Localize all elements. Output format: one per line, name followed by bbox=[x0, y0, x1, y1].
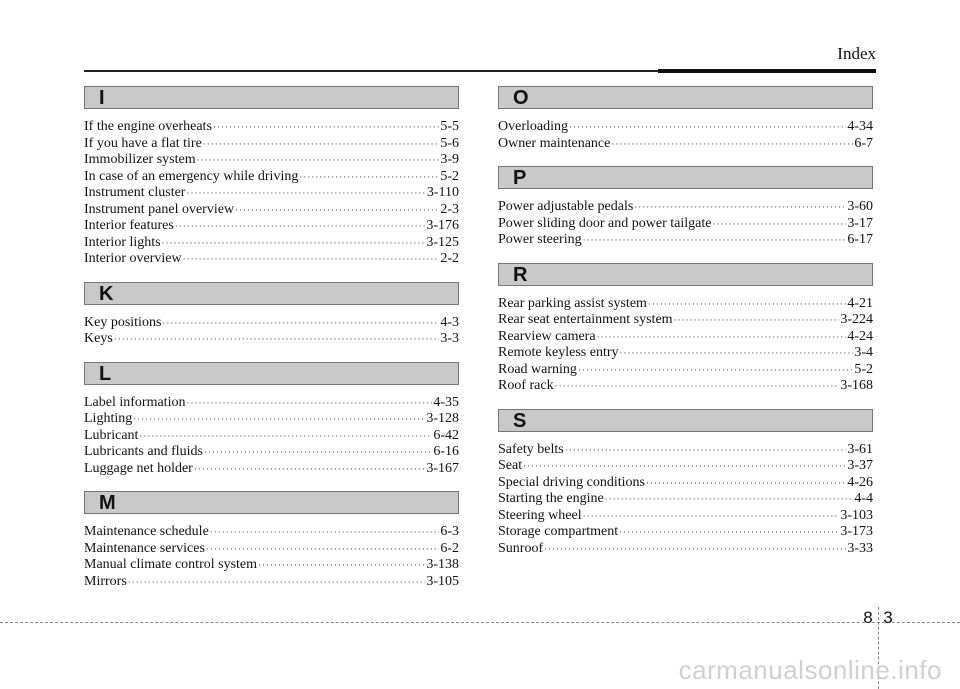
index-entry[interactable] bbox=[84, 136, 459, 153]
index-term: Power steering bbox=[498, 232, 582, 247]
index-term: Owner maintenance bbox=[498, 135, 611, 151]
index-list-p bbox=[498, 199, 873, 249]
section-header-i: I bbox=[84, 86, 459, 109]
index-term: Mirrors bbox=[84, 573, 127, 589]
index-term: Manual climate control system bbox=[84, 557, 258, 572]
index-page-ref: 6-7 bbox=[854, 135, 873, 151]
index-term: Maintenance schedule bbox=[84, 524, 209, 539]
dot-leader bbox=[569, 119, 846, 136]
dot-leader bbox=[197, 152, 440, 169]
index-entry[interactable] bbox=[84, 119, 459, 136]
section-header-s: S bbox=[498, 409, 873, 432]
index-list-r bbox=[498, 296, 873, 395]
index-term: Lubricants and fluids bbox=[84, 444, 203, 459]
index-entry[interactable] bbox=[84, 218, 459, 235]
index-entry[interactable] bbox=[84, 541, 459, 558]
index-page-ref: 3-37 bbox=[847, 458, 873, 473]
index-entry[interactable] bbox=[498, 475, 873, 492]
index-term: Roof rack bbox=[498, 378, 554, 393]
page-index: 3 bbox=[883, 608, 893, 627]
index-term: Instrument panel overview bbox=[84, 201, 235, 217]
index-page-ref: 5-2 bbox=[854, 361, 873, 377]
dot-leader bbox=[648, 296, 846, 313]
index-page-ref: 6-16 bbox=[433, 444, 459, 459]
index-page-ref: 4-26 bbox=[847, 474, 873, 490]
dot-leader bbox=[634, 199, 846, 216]
dot-leader bbox=[299, 169, 439, 186]
dot-leader bbox=[646, 475, 846, 492]
dot-leader bbox=[555, 378, 840, 395]
dot-leader bbox=[235, 202, 439, 219]
index-page-ref: 4-24 bbox=[847, 328, 873, 344]
index-entry[interactable] bbox=[84, 444, 459, 461]
page-number bbox=[858, 608, 898, 628]
dot-leader bbox=[203, 136, 440, 153]
index-term: Steering wheel bbox=[498, 507, 582, 523]
index-page-ref: 3-168 bbox=[840, 378, 873, 393]
index-page-ref: 3-60 bbox=[847, 199, 873, 214]
index-term: Seat bbox=[498, 458, 523, 473]
index-entry[interactable] bbox=[498, 136, 873, 153]
index-term: Key positions bbox=[84, 314, 162, 330]
dot-leader bbox=[194, 461, 425, 478]
index-term: Interior lights bbox=[84, 234, 161, 250]
index-entry[interactable] bbox=[84, 411, 459, 428]
section-header-r: R bbox=[498, 263, 873, 286]
index-term: Safety belts bbox=[498, 441, 564, 457]
index-term: Special driving conditions bbox=[498, 474, 645, 490]
index-entry[interactable] bbox=[498, 524, 873, 541]
index-entry[interactable] bbox=[84, 524, 459, 541]
chapter-number: 8 bbox=[863, 608, 873, 627]
index-list-k bbox=[84, 315, 459, 348]
index-page-ref: 4-3 bbox=[440, 314, 459, 330]
dot-leader bbox=[139, 428, 432, 445]
index-term: Power sliding door and power tailgate bbox=[498, 215, 712, 231]
index-page-ref: 3-167 bbox=[426, 460, 459, 476]
dot-leader bbox=[133, 411, 425, 428]
index-term: Interior overview bbox=[84, 251, 182, 266]
index-entry[interactable] bbox=[84, 152, 459, 169]
dot-leader bbox=[605, 491, 854, 508]
index-entry[interactable] bbox=[498, 199, 873, 216]
index-page-ref: 3-110 bbox=[426, 185, 459, 200]
index-page-ref: 3-103 bbox=[840, 507, 873, 523]
index-page-ref: 3-105 bbox=[426, 573, 459, 589]
index-entry[interactable] bbox=[498, 458, 873, 475]
index-term: Sunroof bbox=[498, 540, 544, 556]
index-entry[interactable] bbox=[84, 428, 459, 445]
dot-leader bbox=[619, 524, 839, 541]
index-list-o bbox=[498, 119, 873, 152]
index-entry[interactable] bbox=[498, 362, 873, 379]
index-term: Lubricant bbox=[84, 427, 139, 443]
index-term: Instrument cluster bbox=[84, 185, 186, 200]
dot-leader bbox=[210, 524, 440, 541]
index-term: Power adjustable pedals bbox=[498, 199, 634, 214]
index-page-ref: 5-5 bbox=[440, 119, 459, 134]
index-page-ref: 3-17 bbox=[847, 215, 873, 231]
dot-leader bbox=[611, 136, 853, 153]
dot-leader bbox=[578, 362, 853, 379]
index-list-l bbox=[84, 395, 459, 478]
index-term: Rearview camera bbox=[498, 328, 596, 344]
dot-leader bbox=[565, 442, 847, 459]
dot-leader bbox=[674, 312, 840, 329]
dot-leader bbox=[213, 119, 439, 136]
index-term: In case of an emergency while driving bbox=[84, 168, 299, 184]
dot-leader bbox=[620, 345, 854, 362]
index-entry[interactable] bbox=[498, 119, 873, 136]
dot-leader bbox=[162, 315, 439, 332]
index-entry[interactable] bbox=[84, 235, 459, 252]
index-page-ref: 5-2 bbox=[440, 168, 459, 184]
index-page-ref: 6-17 bbox=[847, 232, 873, 247]
index-page-ref: 3-176 bbox=[426, 218, 459, 233]
dot-leader bbox=[712, 216, 846, 233]
index-term: Interior features bbox=[84, 218, 174, 233]
index-term: Luggage net holder bbox=[84, 460, 193, 476]
index-page-ref: 6-42 bbox=[433, 427, 459, 443]
index-entry[interactable] bbox=[498, 232, 873, 249]
index-entry[interactable] bbox=[84, 169, 459, 186]
dot-leader bbox=[544, 541, 846, 558]
index-term: Overloading bbox=[498, 119, 568, 134]
dot-leader bbox=[128, 574, 426, 591]
index-entry[interactable] bbox=[498, 442, 873, 459]
index-entry[interactable] bbox=[84, 395, 459, 412]
section-header-l: L bbox=[84, 362, 459, 385]
index-page-ref: 3-9 bbox=[440, 152, 459, 167]
index-page-ref: 4-34 bbox=[847, 119, 873, 134]
index-term: If the engine overheats bbox=[84, 119, 212, 134]
dot-leader bbox=[186, 395, 432, 412]
dot-leader bbox=[204, 444, 432, 461]
dot-leader bbox=[114, 331, 440, 348]
dot-leader bbox=[183, 251, 440, 268]
index-page-ref: 3-125 bbox=[426, 234, 459, 250]
index-entry[interactable] bbox=[498, 329, 873, 346]
index-term: Rear parking assist system bbox=[498, 295, 647, 311]
index-entry[interactable] bbox=[498, 541, 873, 558]
index-entry[interactable] bbox=[84, 331, 459, 348]
header-rule-accent bbox=[658, 69, 876, 73]
index-term: Storage compartment bbox=[498, 524, 619, 539]
dot-leader bbox=[186, 185, 425, 202]
index-term: Rear seat entertainment system bbox=[498, 312, 673, 327]
index-page-ref: 3-3 bbox=[440, 331, 459, 346]
index-entry[interactable] bbox=[84, 574, 459, 591]
index-page-ref: 3-128 bbox=[426, 411, 459, 426]
index-entry[interactable] bbox=[84, 202, 459, 219]
dot-leader bbox=[523, 458, 846, 475]
index-term: Remote keyless entry bbox=[498, 345, 619, 360]
index-entry[interactable] bbox=[84, 461, 459, 478]
section-header-o: O bbox=[498, 86, 873, 109]
index-term: Starting the engine bbox=[498, 491, 604, 506]
index-entry[interactable] bbox=[84, 251, 459, 268]
index-page-ref: 3-4 bbox=[854, 345, 873, 360]
index-entry[interactable] bbox=[498, 312, 873, 329]
index-page-ref: 3-33 bbox=[847, 540, 873, 556]
page-title: Index bbox=[837, 44, 876, 63]
index-term: If you have a flat tire bbox=[84, 135, 202, 151]
index-entry[interactable] bbox=[84, 185, 459, 202]
index-entry[interactable] bbox=[498, 491, 873, 508]
index-entry[interactable] bbox=[84, 315, 459, 332]
dot-leader bbox=[258, 557, 425, 574]
index-page-ref: 4-21 bbox=[847, 295, 873, 311]
index-list-m bbox=[84, 524, 459, 590]
dot-leader bbox=[175, 218, 426, 235]
section-header-m: M bbox=[84, 491, 459, 514]
index-entry[interactable] bbox=[498, 216, 873, 233]
index-page-ref: 3-61 bbox=[847, 441, 873, 457]
index-page-ref: 3-138 bbox=[426, 557, 459, 572]
index-page-ref: 2-3 bbox=[440, 201, 459, 217]
footer-rule bbox=[0, 622, 960, 623]
index-term: Label information bbox=[84, 394, 186, 410]
index-page-ref: 6-3 bbox=[440, 524, 459, 539]
index-entry[interactable] bbox=[498, 345, 873, 362]
index-list-i bbox=[84, 119, 459, 268]
index-entry[interactable] bbox=[498, 296, 873, 313]
index-page-ref: 4-35 bbox=[433, 394, 459, 410]
left-column bbox=[84, 86, 459, 604]
right-column bbox=[498, 86, 873, 571]
dot-leader bbox=[597, 329, 847, 346]
index-page-ref: 3-224 bbox=[840, 312, 873, 327]
index-page-ref: 5-6 bbox=[440, 135, 459, 151]
section-header-p: P bbox=[498, 166, 873, 189]
index-entry[interactable] bbox=[498, 378, 873, 395]
section-header-k: K bbox=[84, 282, 459, 305]
index-page-ref: 3-173 bbox=[840, 524, 873, 539]
watermark: carmanualsonline.info bbox=[678, 655, 942, 685]
index-term: Immobilizer system bbox=[84, 152, 196, 167]
index-page-ref: 4-4 bbox=[854, 491, 873, 506]
index-page-ref: 6-2 bbox=[440, 540, 459, 556]
index-entry[interactable] bbox=[84, 557, 459, 574]
dot-leader bbox=[583, 508, 840, 525]
index-page-ref: 2-2 bbox=[440, 251, 459, 266]
index-entry[interactable] bbox=[498, 508, 873, 525]
index-term: Keys bbox=[84, 331, 113, 346]
index-term: Maintenance services bbox=[84, 540, 205, 556]
dot-leader bbox=[162, 235, 426, 252]
index-term: Lighting bbox=[84, 411, 133, 426]
dot-leader bbox=[206, 541, 439, 558]
index-term: Road warning bbox=[498, 361, 577, 377]
dot-leader bbox=[583, 232, 847, 249]
index-list-s bbox=[498, 442, 873, 558]
